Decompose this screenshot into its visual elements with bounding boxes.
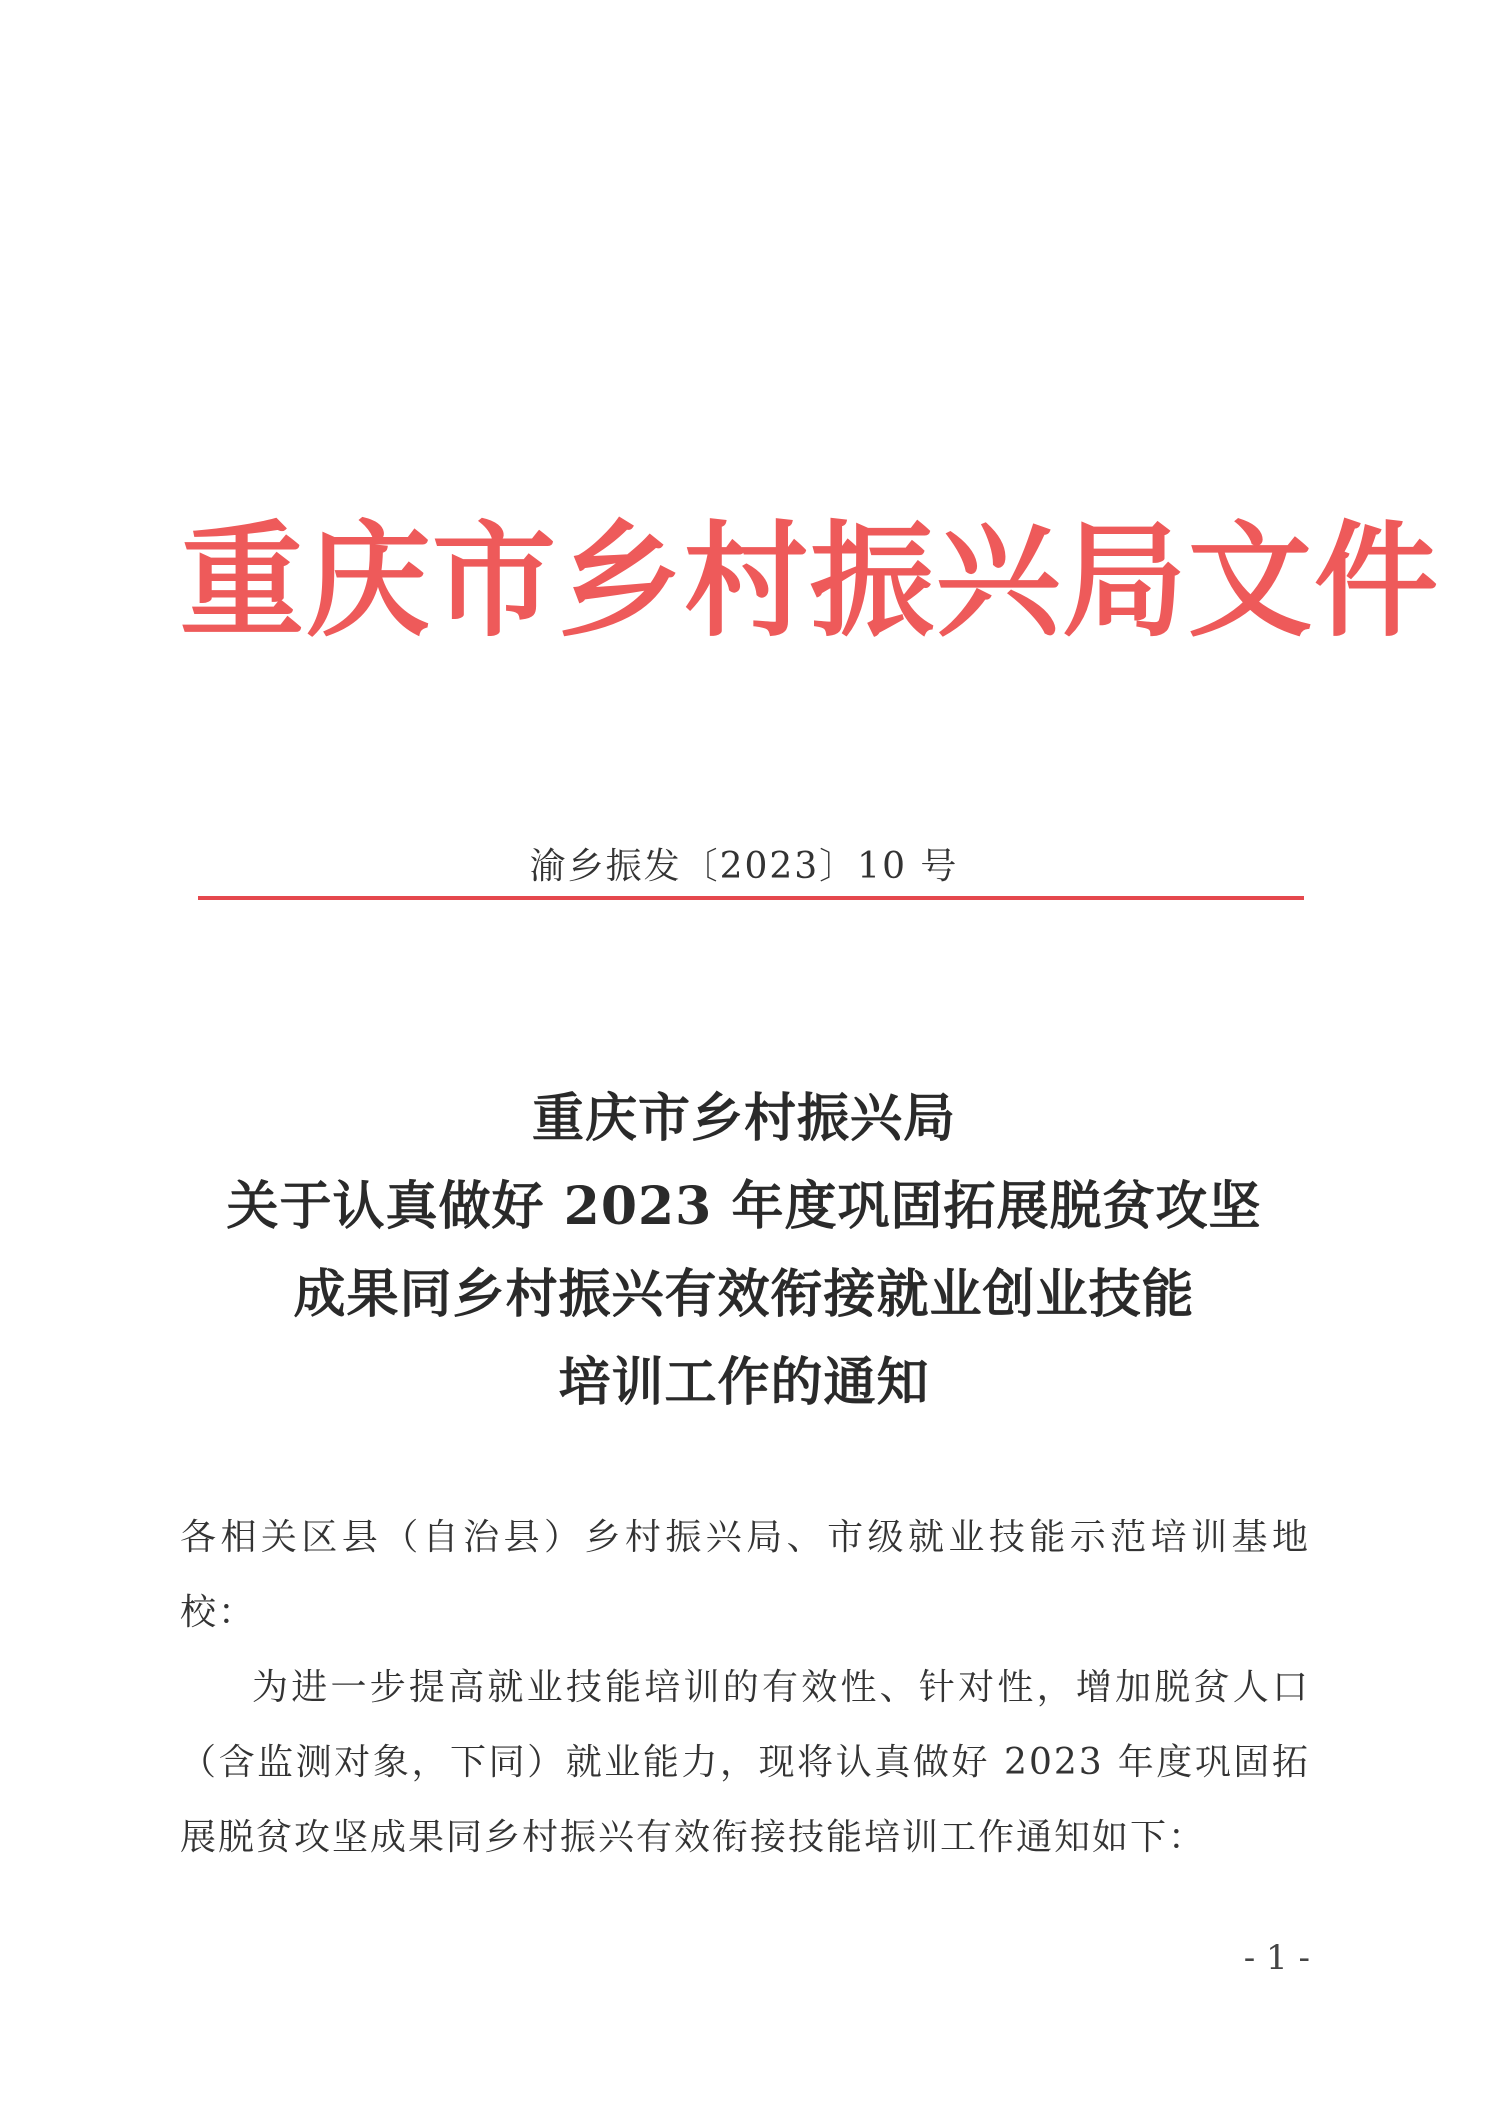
salutation: 各相关区县（自治县）乡村振兴局、市级就业技能示范培训基地校： [180, 1517, 1310, 1633]
notice-title [160, 1075, 1328, 1427]
red-divider-line [198, 896, 1304, 900]
body-paragraph: 为进一步提高就业技能培训的有效性、针对性，增加脱贫人口（含监测对象，下同）就业能力，现将认真做好 2023 年度巩固拓展脱贫攻坚成果同乡村振兴有效衔接技能培训工作通知如下： [180, 1667, 1310, 1858]
body-text [180, 1500, 1310, 1875]
masthead-title: 重庆市乡村振兴局文件 [180, 509, 1441, 654]
title-line-4: 培训工作的通知 [558, 1352, 930, 1413]
title-line-2: 关于认真做好 2023 年度巩固拓展脱贫攻坚 [226, 1176, 1262, 1237]
title-line-1: 重庆市乡村振兴局 [531, 1088, 956, 1149]
title-line-3: 成果同乡村振兴有效衔接就业创业技能 [293, 1264, 1195, 1325]
document-number: 渝乡振发〔2023〕10 号 [529, 846, 959, 887]
page-number: - 1 - [1243, 1938, 1310, 1978]
